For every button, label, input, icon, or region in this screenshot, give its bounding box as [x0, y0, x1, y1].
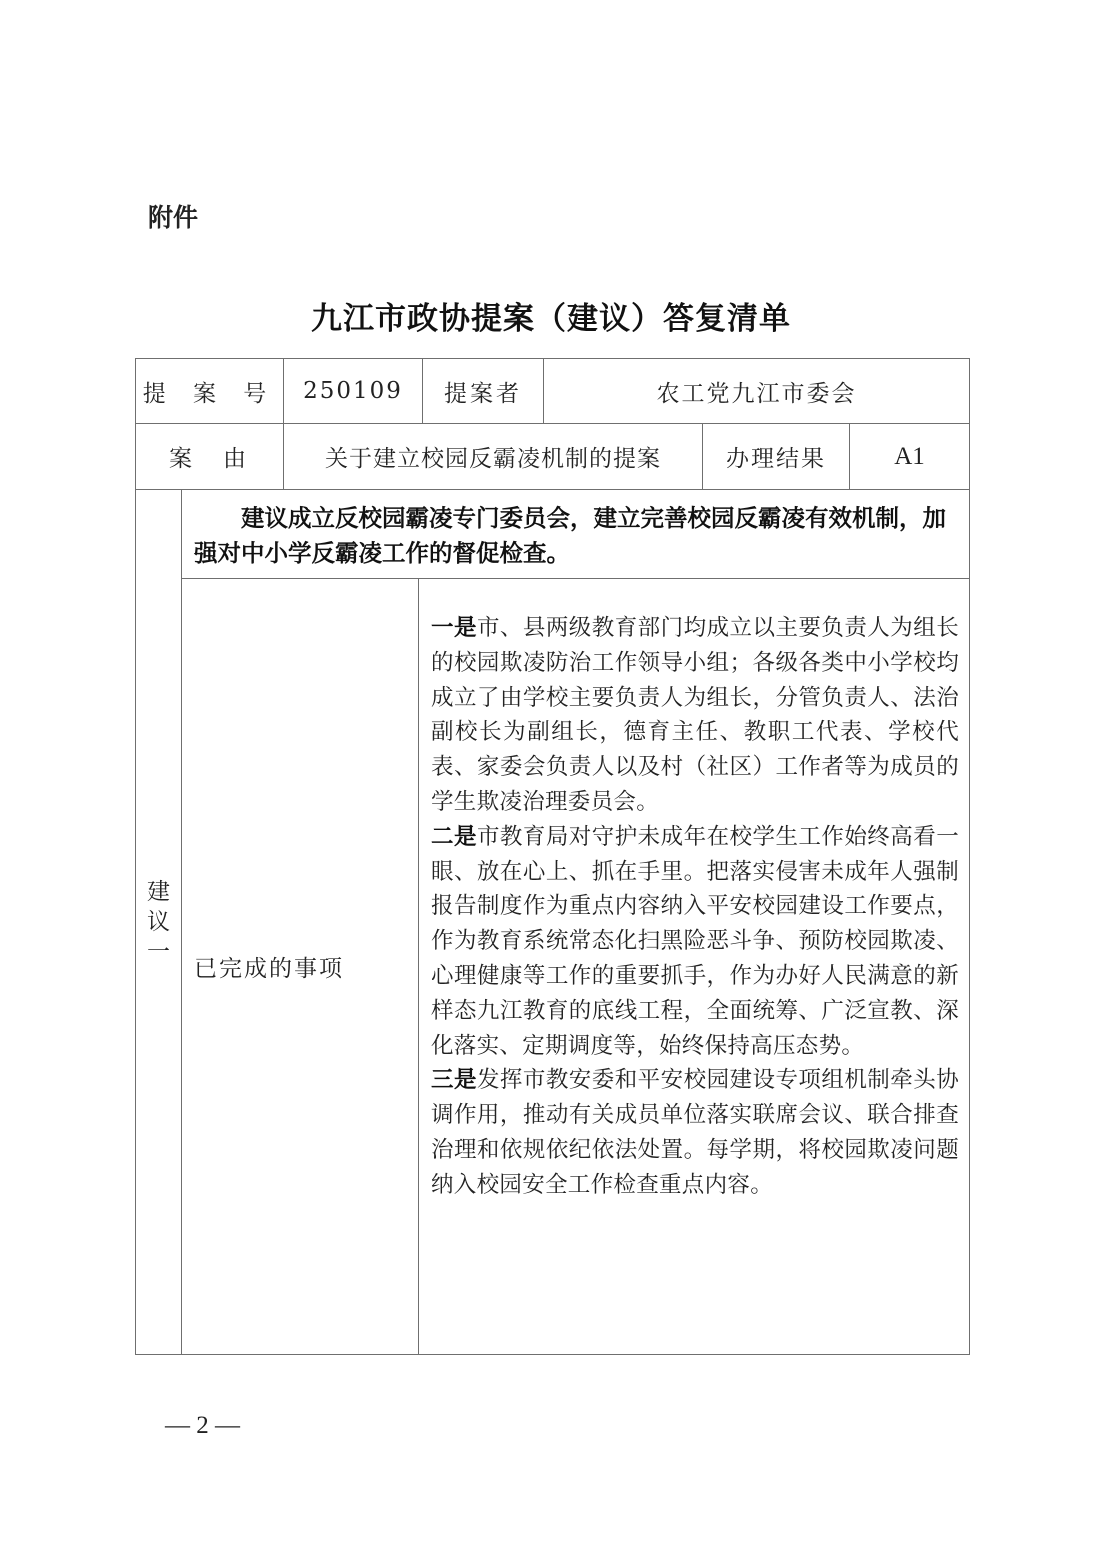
proposer-value: 农工党九江市委会: [543, 358, 970, 424]
proposer-label: 提案者: [422, 358, 544, 424]
document-title: 九江市政协提案（建议）答复清单: [311, 301, 791, 337]
suggestion-label-char: 议: [147, 909, 170, 935]
subject-label: 案 由: [135, 423, 284, 490]
subject-value: 关于建立校园反霸凌机制的提案: [283, 423, 703, 490]
proposal-no-value: 250109: [283, 358, 423, 424]
completed-items-content: [418, 578, 970, 1355]
item-text: 市教育局对守护未成年在校学生工作始终高看一眼、放在心上、抓在手里。把落实侵害未成年人强制报告制度作为重点内容纳入平安校园建设工作要点，作为教育系统常态化扫黑险恶斗争、预防校园欺凌、心理健康等工作的重要抓手，作为办好人民满意的新样态九江教育的底线工程，全面统筹、广泛宣教、深化落实、定期调度等，始终保持高压态势。: [431, 823, 959, 1059]
result-value: A1: [849, 423, 970, 490]
reply-table: [135, 358, 970, 1355]
suggestion-label-char: 建: [147, 879, 170, 905]
suggestion-label-char: 一: [147, 939, 170, 965]
item-lead: 一是: [431, 615, 477, 641]
attachment-label: 附件: [148, 203, 199, 232]
item-lead: 二是: [431, 823, 477, 850]
completed-items-label: 已完成的事项: [181, 578, 419, 1355]
proposal-no-label: 提 案 号: [135, 358, 284, 424]
completed-item: [431, 611, 959, 820]
suggestion-text: 建议成立反校园霸凌专门委员会，建立完善校园反霸凌有效机制，加强对中小学反霸凌工作的督促检查。: [181, 489, 970, 579]
suggestion-side-label: [135, 489, 182, 1355]
completed-item: [431, 820, 959, 1064]
page-number: — 2 —: [165, 1412, 240, 1439]
item-text: 发挥市教安委和平安校园建设专项组机制牵头协调作用，推动有关成员单位落实联席会议、联合排查治理和依规依纪依法处置。每学期，将校园欺凌问题纳入校园安全工作检查重点内容。: [431, 1067, 959, 1198]
item-lead: 三是: [431, 1067, 477, 1094]
completed-item: [431, 1063, 959, 1202]
result-label: 办理结果: [702, 423, 850, 490]
item-text: 市、县两级教育部门均成立以主要负责人为组长的校园欺凌防治工作领导小组；各级各类中小学校均成立了由学校主要负责人为组长，分管负责人、法治副校长为副组长，德育主任、教职工代表、学校代表、家委会负责人以及村（社区）工作者等为成员的学生欺凌治理委员会。: [431, 615, 959, 815]
